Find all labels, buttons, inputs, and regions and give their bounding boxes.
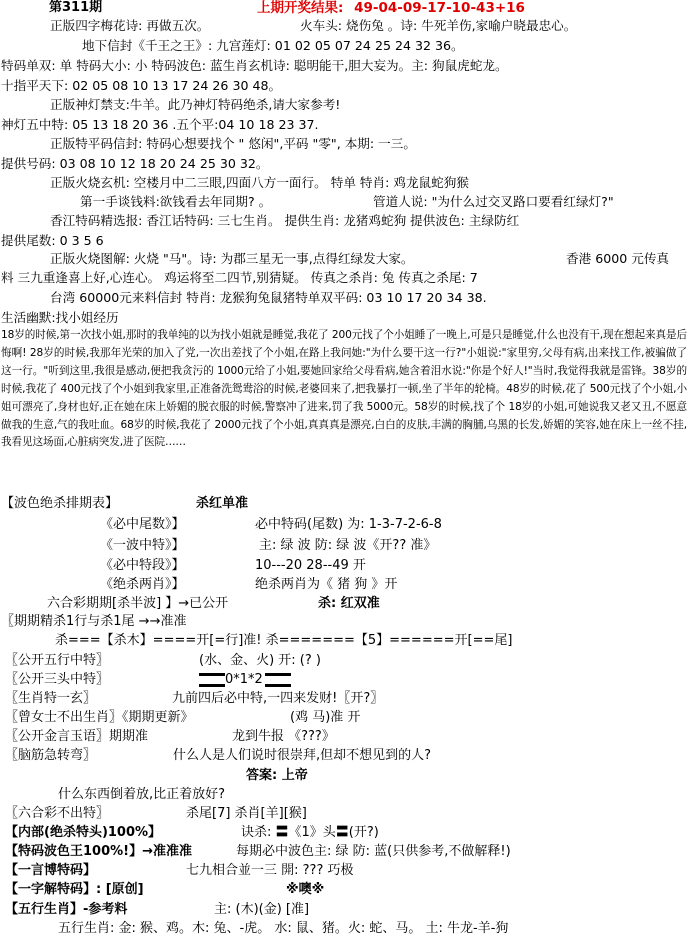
- one-word-label: 【一言博特码】: [5, 863, 97, 878]
- riddle-two: 什么东西倒着放,比正着放好?: [58, 787, 226, 802]
- three-head-digits: 0*1*2: [225, 672, 263, 687]
- result-label: 上期开奖结果:: [257, 0, 344, 16]
- train-head: 火车头: 烧伤兔 。诗: 牛死羊伤,家喻户晓最忠心。: [300, 18, 577, 33]
- kill-two-value: 绝杀两肖为《 猪 狗 》开: [255, 577, 398, 592]
- ms-zeng-value: (鸡 马)准 开: [290, 710, 361, 725]
- golden-words-value: 龙到牛报 《???》: [232, 729, 335, 744]
- special-envelope: 正版特平码信封: 特码心想要找个 " 悠闲",平码 "零", 本期: 一三。: [50, 136, 416, 151]
- inner-kill-value: 诀杀: 〓《1》头〓(开?): [241, 825, 379, 840]
- golden-words-label: 〖公开金言玉语〗期期准: [5, 729, 149, 744]
- one-char-label: 【一字解特码】: [原创]: [5, 882, 144, 897]
- zodiac-mystery-value: 九前四后必中特,一四来发财!〖开?〗: [172, 691, 384, 706]
- wave-king-label: 【特码波色王100%!】→准准准: [5, 844, 192, 859]
- five-zodiac-label: 【五行生肖】-参考料: [5, 902, 128, 917]
- humor-story: 18岁的时候,第一次找小姐,那时的我单纯的以为找小姐就是睡觉,我花了 200元找了个小姐睡了一晚上,可是只是睡觉,什么也没有干,现在想起来真是后悔啊! 28岁的时候,我那年光荣的加入了党,一次出差找了个小姐,在路上我问她:"为什么要干这一行?"小姐说:"家里穷,父母有病,出来找工作,被骗做了这一行。"听到这里,我很是感动,便把我贪污的 1000元给了小姐,要她回家给父母看病,她含着泪水说:"你是个好人!"当时,我觉得我就是雷锋。38岁的时候,我花了 400元找了个小姐到我家里,正准备洗鸳鸯浴的时候,老婆回来了,把我暴打一顿,坐了半年的轮椅。48岁的时候,花了 500元找了个小姐,小姐可漂亮了,身材也好,正在她在床上娇媚的脱衣服的时候,警察冲了进来,罚了我 5000元。58岁的时候,找了个 18岁的小姐,可她说我又老又丑,不愿意做我的生意,气的我吐血。68岁的时候,我花了 2000元找了个小姐,真真真是漂亮,白白的皮肤,丰满的胸脯,乌黑的长发,娇媚的笑容,她在床上一丝不挂,我看见这场面,心脏病突发,进了医院……: [1, 329, 687, 449]
- kill-row-title: 〖期期精杀1行与杀1尾 →→准准: [1, 614, 187, 629]
- no-special-label: 〖六合彩不出特〗: [5, 806, 110, 821]
- one-wave-value: 主: 绿 波 防: 绿 波《开?? 准》: [259, 538, 437, 553]
- pipe-man: 管道人说: "为什么过交叉路口要看红绿灯?": [373, 194, 614, 209]
- wave-table-title: 【波色绝杀排期表】: [1, 496, 119, 511]
- plum-poem: 正版四字梅花诗: 再做五次。: [50, 18, 210, 33]
- ten-fingers: 十指平天下: 02 05 08 10 13 17 24 26 30 48。: [1, 78, 282, 93]
- taiwan-envelope: 台湾 60000元来料信封 特肖: 龙猴狗兔鼠猪特单双平码: 03 10 17 20 34 38.: [50, 290, 487, 305]
- humor-title: 生活幽默:找小姐经历: [1, 310, 119, 325]
- hongkong-report: 香江特码精选报: 香江话特码: 三七生肖。 提供生肖: 龙猪鸡蛇狗 提供波色: 主绿防红: [50, 213, 520, 228]
- five-zodiac-main: 主: (木)(金) [准]: [214, 902, 310, 917]
- half-wave-value: 杀: 红双准: [318, 596, 380, 611]
- must-segment-value: 10---20 28--49 开: [255, 558, 366, 573]
- kill-two-label: 《绝杀两肖》】: [100, 577, 185, 592]
- one-wave-label: 《一波中特》】: [100, 538, 185, 553]
- last-result: [257, 0, 525, 16]
- one-char-value: ※噢※: [286, 882, 325, 897]
- three-head-value: [199, 672, 291, 688]
- must-tail-value: 必中特码(尾数) 为: 1-3-7-2-6-8: [255, 517, 442, 532]
- underground-envelope: 地下信封《千王之王》: 九宫莲灯: 01 02 05 07 24 25 24 32 36。: [82, 38, 464, 53]
- hk-fax: 香港 6000 元传真: [566, 251, 670, 266]
- five-element-value: (水、金、火) 开: (? ): [199, 653, 321, 668]
- provided-numbers: 提供号码: 03 08 10 12 18 20 24 25 30 32。: [1, 156, 269, 171]
- riddle-question: 什么人是人们说时很崇拜,但却不想见到的人?: [173, 748, 432, 763]
- ms-zeng-label: 〖曾女士不出生肖〗《期期更新》: [5, 710, 194, 725]
- fax-line: 料 三九重逢喜上好,心连心。 鸡运将至二四节,别猜疑。 传真之杀肖: 兔 传真之杀尾: 7: [1, 270, 478, 285]
- inner-kill-label: 【内部(绝杀特头)100%】: [5, 825, 162, 840]
- five-element-label: 〖公开五行中特〗: [5, 653, 110, 668]
- must-tail-label: 《必中尾数》】: [100, 517, 185, 532]
- one-word-value: 七九相合並一三 開: ??? 巧极: [186, 863, 354, 878]
- special-code-line: 特码单双: 单 特码大小: 小 特码波色: 蓝生肖玄机诗: 聪明能干,胆大妄为。主: 狗鼠虎蛇龙。: [1, 58, 508, 73]
- kill-row-values: 杀===【杀木】====开[=行]准! 杀=======【5】======开[==尾]: [55, 633, 513, 648]
- fire-mystery: 正版火烧玄机: 空楼月中二三眼,四面八方一面行。 特单 特肖: 鸡龙鼠蛇狗猴: [50, 175, 469, 190]
- lamp-five: 神灯五中特: 05 13 18 20 36 .五个平:04 10 18 23 37.: [1, 117, 319, 132]
- lamp-forbidden: 正版神灯禁支:牛羊。此乃神灯特码绝杀,请大家参考!: [50, 97, 341, 112]
- no-special-value: 杀尾[7] 杀肖[羊][猴]: [186, 806, 307, 821]
- riddle-answer: 答案: 上帝: [246, 768, 308, 783]
- first-hand: 第一手谈钱料:欲钱看去年同期? 。: [80, 194, 272, 209]
- five-zodiac-list: 五行生肖: 金: 猴、鸡。木: 兔、-虎。 水: 鼠、猪。火: 蛇、马。 土: 牛龙-羊-狗: [58, 921, 509, 936]
- result-numbers: 49-04-09-17-10-43+16: [354, 0, 525, 16]
- must-segment-label: 《必中特段》】: [100, 558, 185, 573]
- zodiac-mystery-label: 〖生肖特一玄〗: [5, 691, 97, 706]
- wave-king-value: 每期必中波色主: 绿 防: 蓝(只供参考,不做解释!): [236, 844, 511, 859]
- fire-diagram: 正版火烧图解: 火烧 "马"。诗: 为郡三星无一事,点得红绿发大家。: [50, 251, 414, 266]
- issue-number: 第311期: [49, 0, 103, 15]
- kill-red: 杀红单准: [196, 496, 249, 511]
- riddle-label: 〖脑筋急转弯〗: [5, 748, 97, 763]
- three-head-label: 〖公开三头中特〗: [5, 672, 110, 687]
- provided-tails: 提供尾数: 0 3 5 6: [1, 233, 104, 248]
- half-wave-label: 六合彩期期[杀半波] 】→已公开: [47, 596, 229, 611]
